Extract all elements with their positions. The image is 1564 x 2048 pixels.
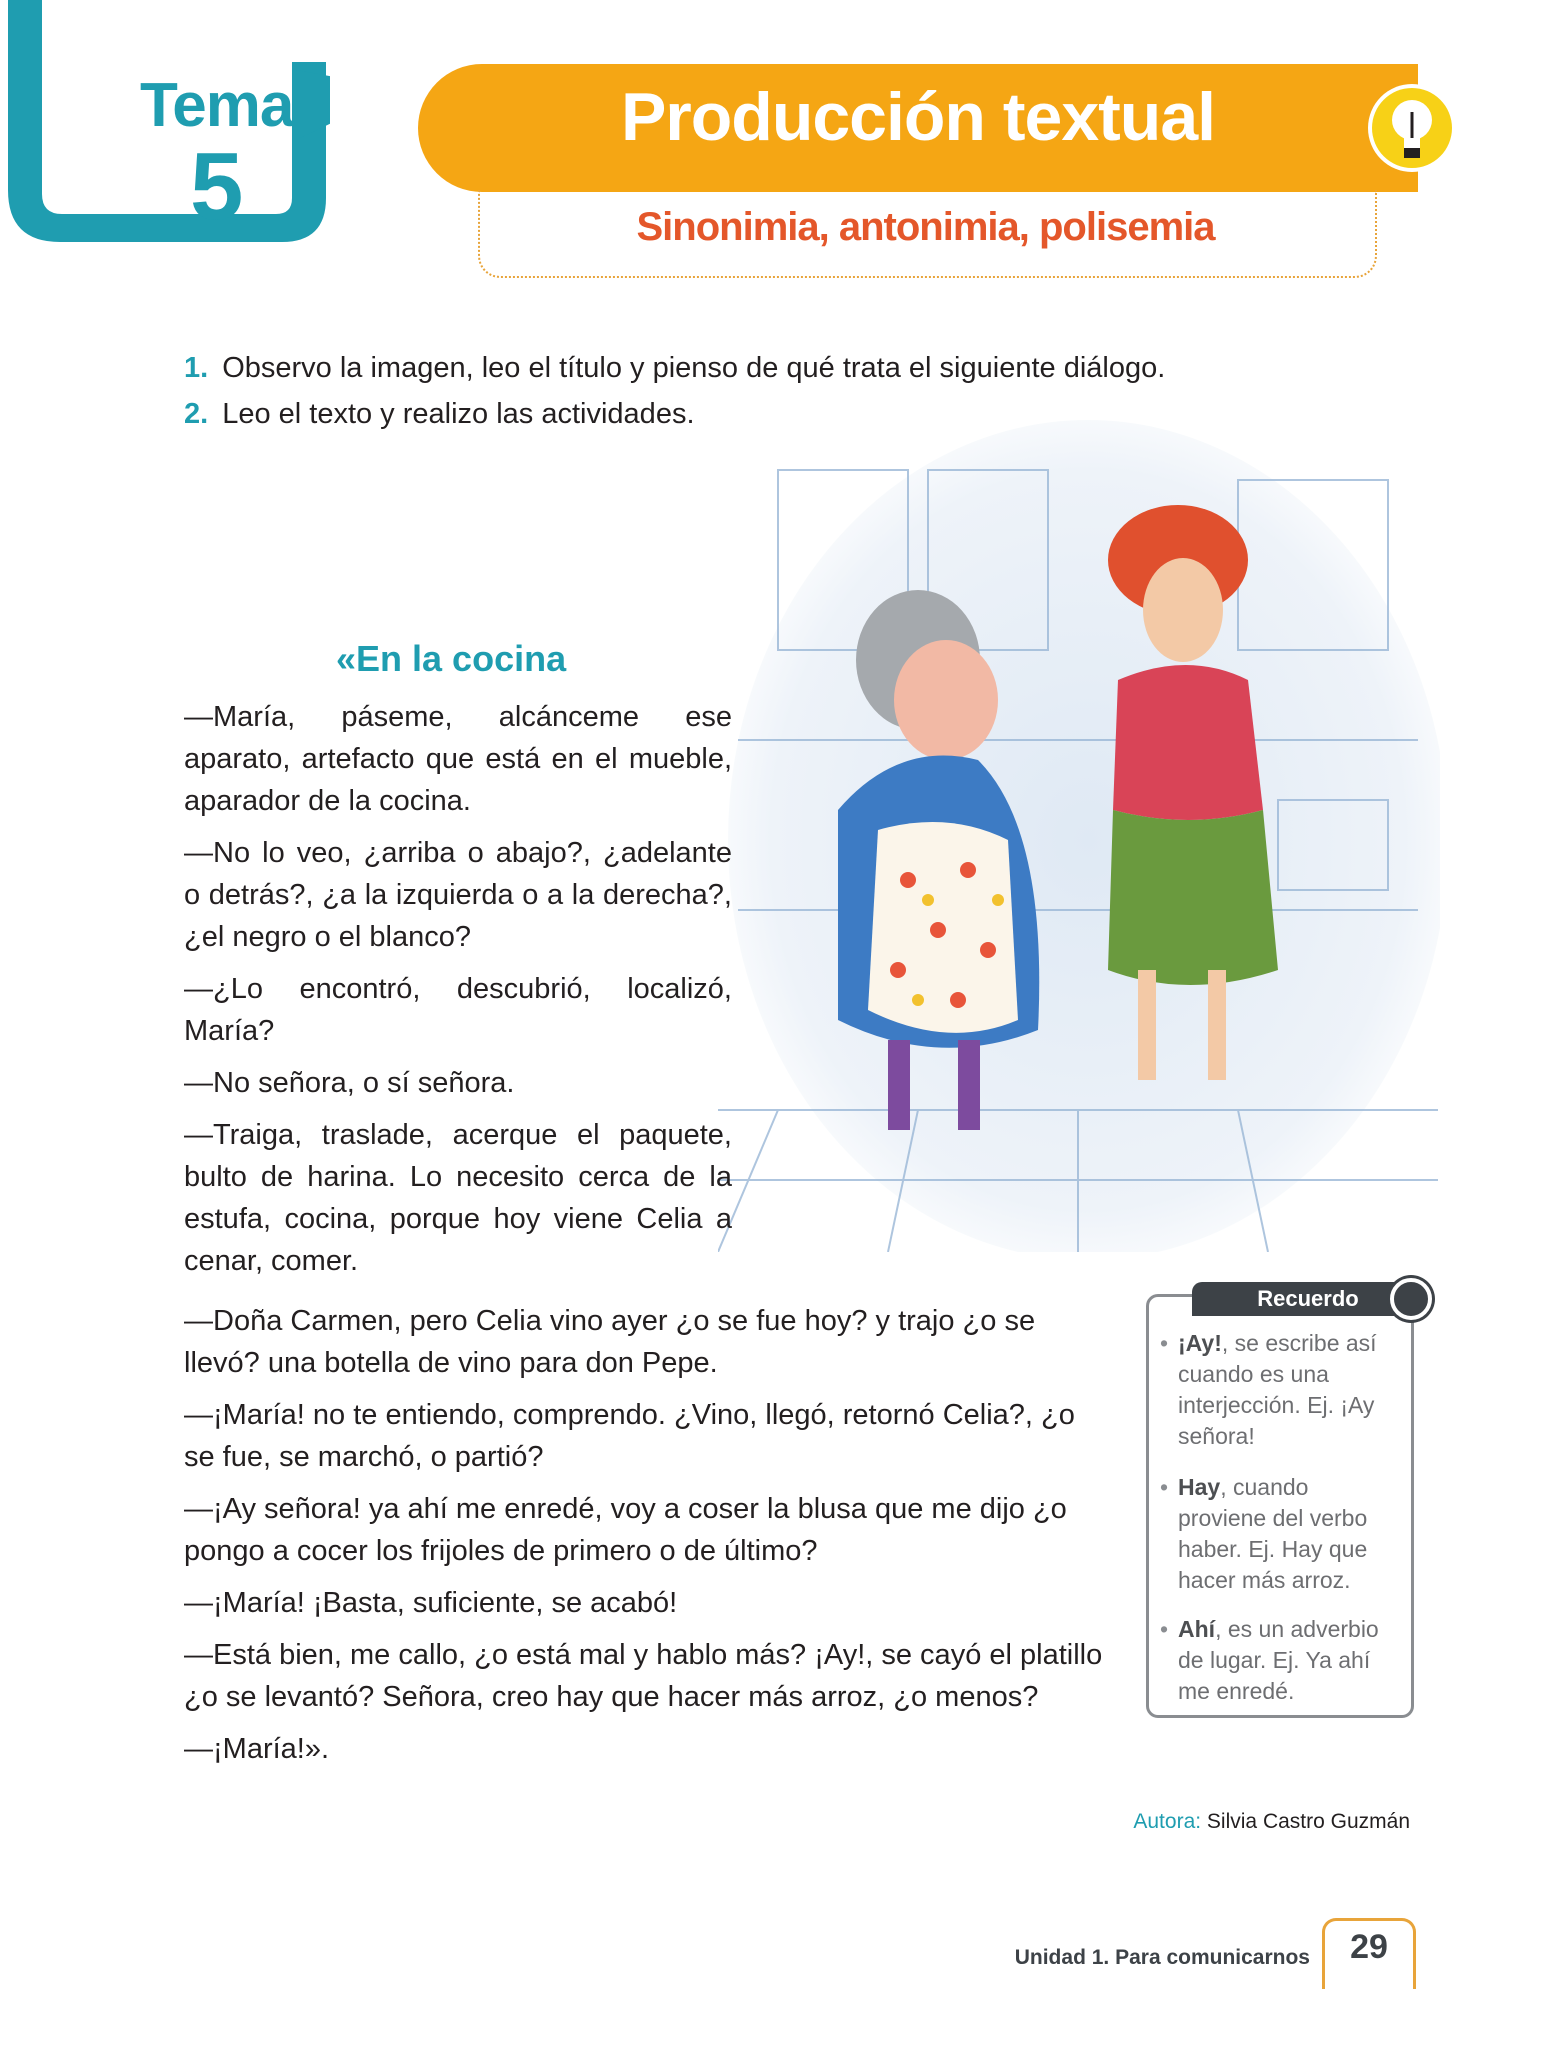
author-credit: Autora: Silvia Castro Guzmán: [1133, 1810, 1410, 1833]
page-title: Producción textual: [620, 79, 1216, 155]
recuerdo-item-hay: • Hay, cuando proviene del verbo haber. Ej. Hay que hacer más arroz.: [1160, 1474, 1368, 1593]
story-paragraph: —Está bien, me callo, ¿o está mal y hablo más? ¡Ay!, se cayó el platillo ¿o se levantó? Señora, creo hay que hacer más arroz, ¿o menos?: [184, 1639, 1103, 1713]
recuerdo-title: Recuerdo: [1192, 1282, 1424, 1316]
footer-unit: Unidad 1. Para comunicarnos: [1014, 1946, 1310, 1969]
story-paragraph: —No señora, o sí señora.: [184, 1067, 515, 1099]
recuerdo-item-ay: • ¡Ay!, se escribe así cuando es una interjección. Ej. ¡Ay señora!: [1160, 1330, 1377, 1449]
instruction-2: 2. Leo el texto y realizo las actividades.: [184, 398, 695, 430]
kitchen-illustration: [718, 410, 1440, 1252]
recuerdo-circle-icon: [1390, 1278, 1432, 1320]
lightbulb-icon: [1366, 82, 1458, 174]
page-subtitle: Sinonimia, antonimia, polisemia: [636, 205, 1215, 249]
page-number: 29: [1350, 1928, 1388, 1966]
tema-label: Tema: [140, 71, 294, 140]
story-wide-column: [184, 1300, 1110, 1770]
tema-number: 5: [190, 133, 244, 240]
recuerdo-item-ahi: • Ahí, es un adverbio de lugar. Ej. Ya ahí me enredé.: [1160, 1616, 1379, 1704]
story-paragraph: —¡Ay señora! ya ahí me enredé, voy a coser la blusa que me dijo ¿o pongo a cocer los frijoles de primero o de último?: [184, 1493, 1067, 1567]
story-paragraph: —¡María!».: [184, 1733, 330, 1765]
story-narrow-column: [184, 696, 732, 1282]
story-paragraph: —¡María! ¡Basta, suficiente, se acabó!: [184, 1587, 678, 1619]
instruction-1: 1. Observo la imagen, leo el título y pienso de qué trata el siguiente diálogo.: [184, 352, 1166, 384]
story-paragraph: —Traiga, traslade, acerque el paquete, bulto de harina. Lo necesito cerca de la estufa, cocina, porque hoy viene Celia a cenar, comer.: [184, 1119, 732, 1277]
story-title: «En la cocina: [336, 638, 567, 679]
story-paragraph: —¡María! no te entiendo, comprendo. ¿Vino, llegó, retornó Celia?, ¿o se fue, se marchó, o partió?: [184, 1399, 1075, 1473]
story-paragraph: —María, páseme, alcánceme ese aparato, artefacto que está en el mueble, aparador de la cocina.: [184, 701, 732, 817]
story-paragraph: —No lo veo, ¿arriba o abajo?, ¿adelante o detrás?, ¿a la izquierda o a la derecha?, ¿el negro o el blanco?: [184, 837, 732, 953]
story-paragraph: —Doña Carmen, pero Celia vino ayer ¿o se fue hoy? y trajo ¿o se llevó? una botella de vino para don Pepe.: [184, 1305, 1036, 1379]
story-paragraph: —¿Lo encontró, descubrió, localizó, María?: [184, 973, 732, 1047]
